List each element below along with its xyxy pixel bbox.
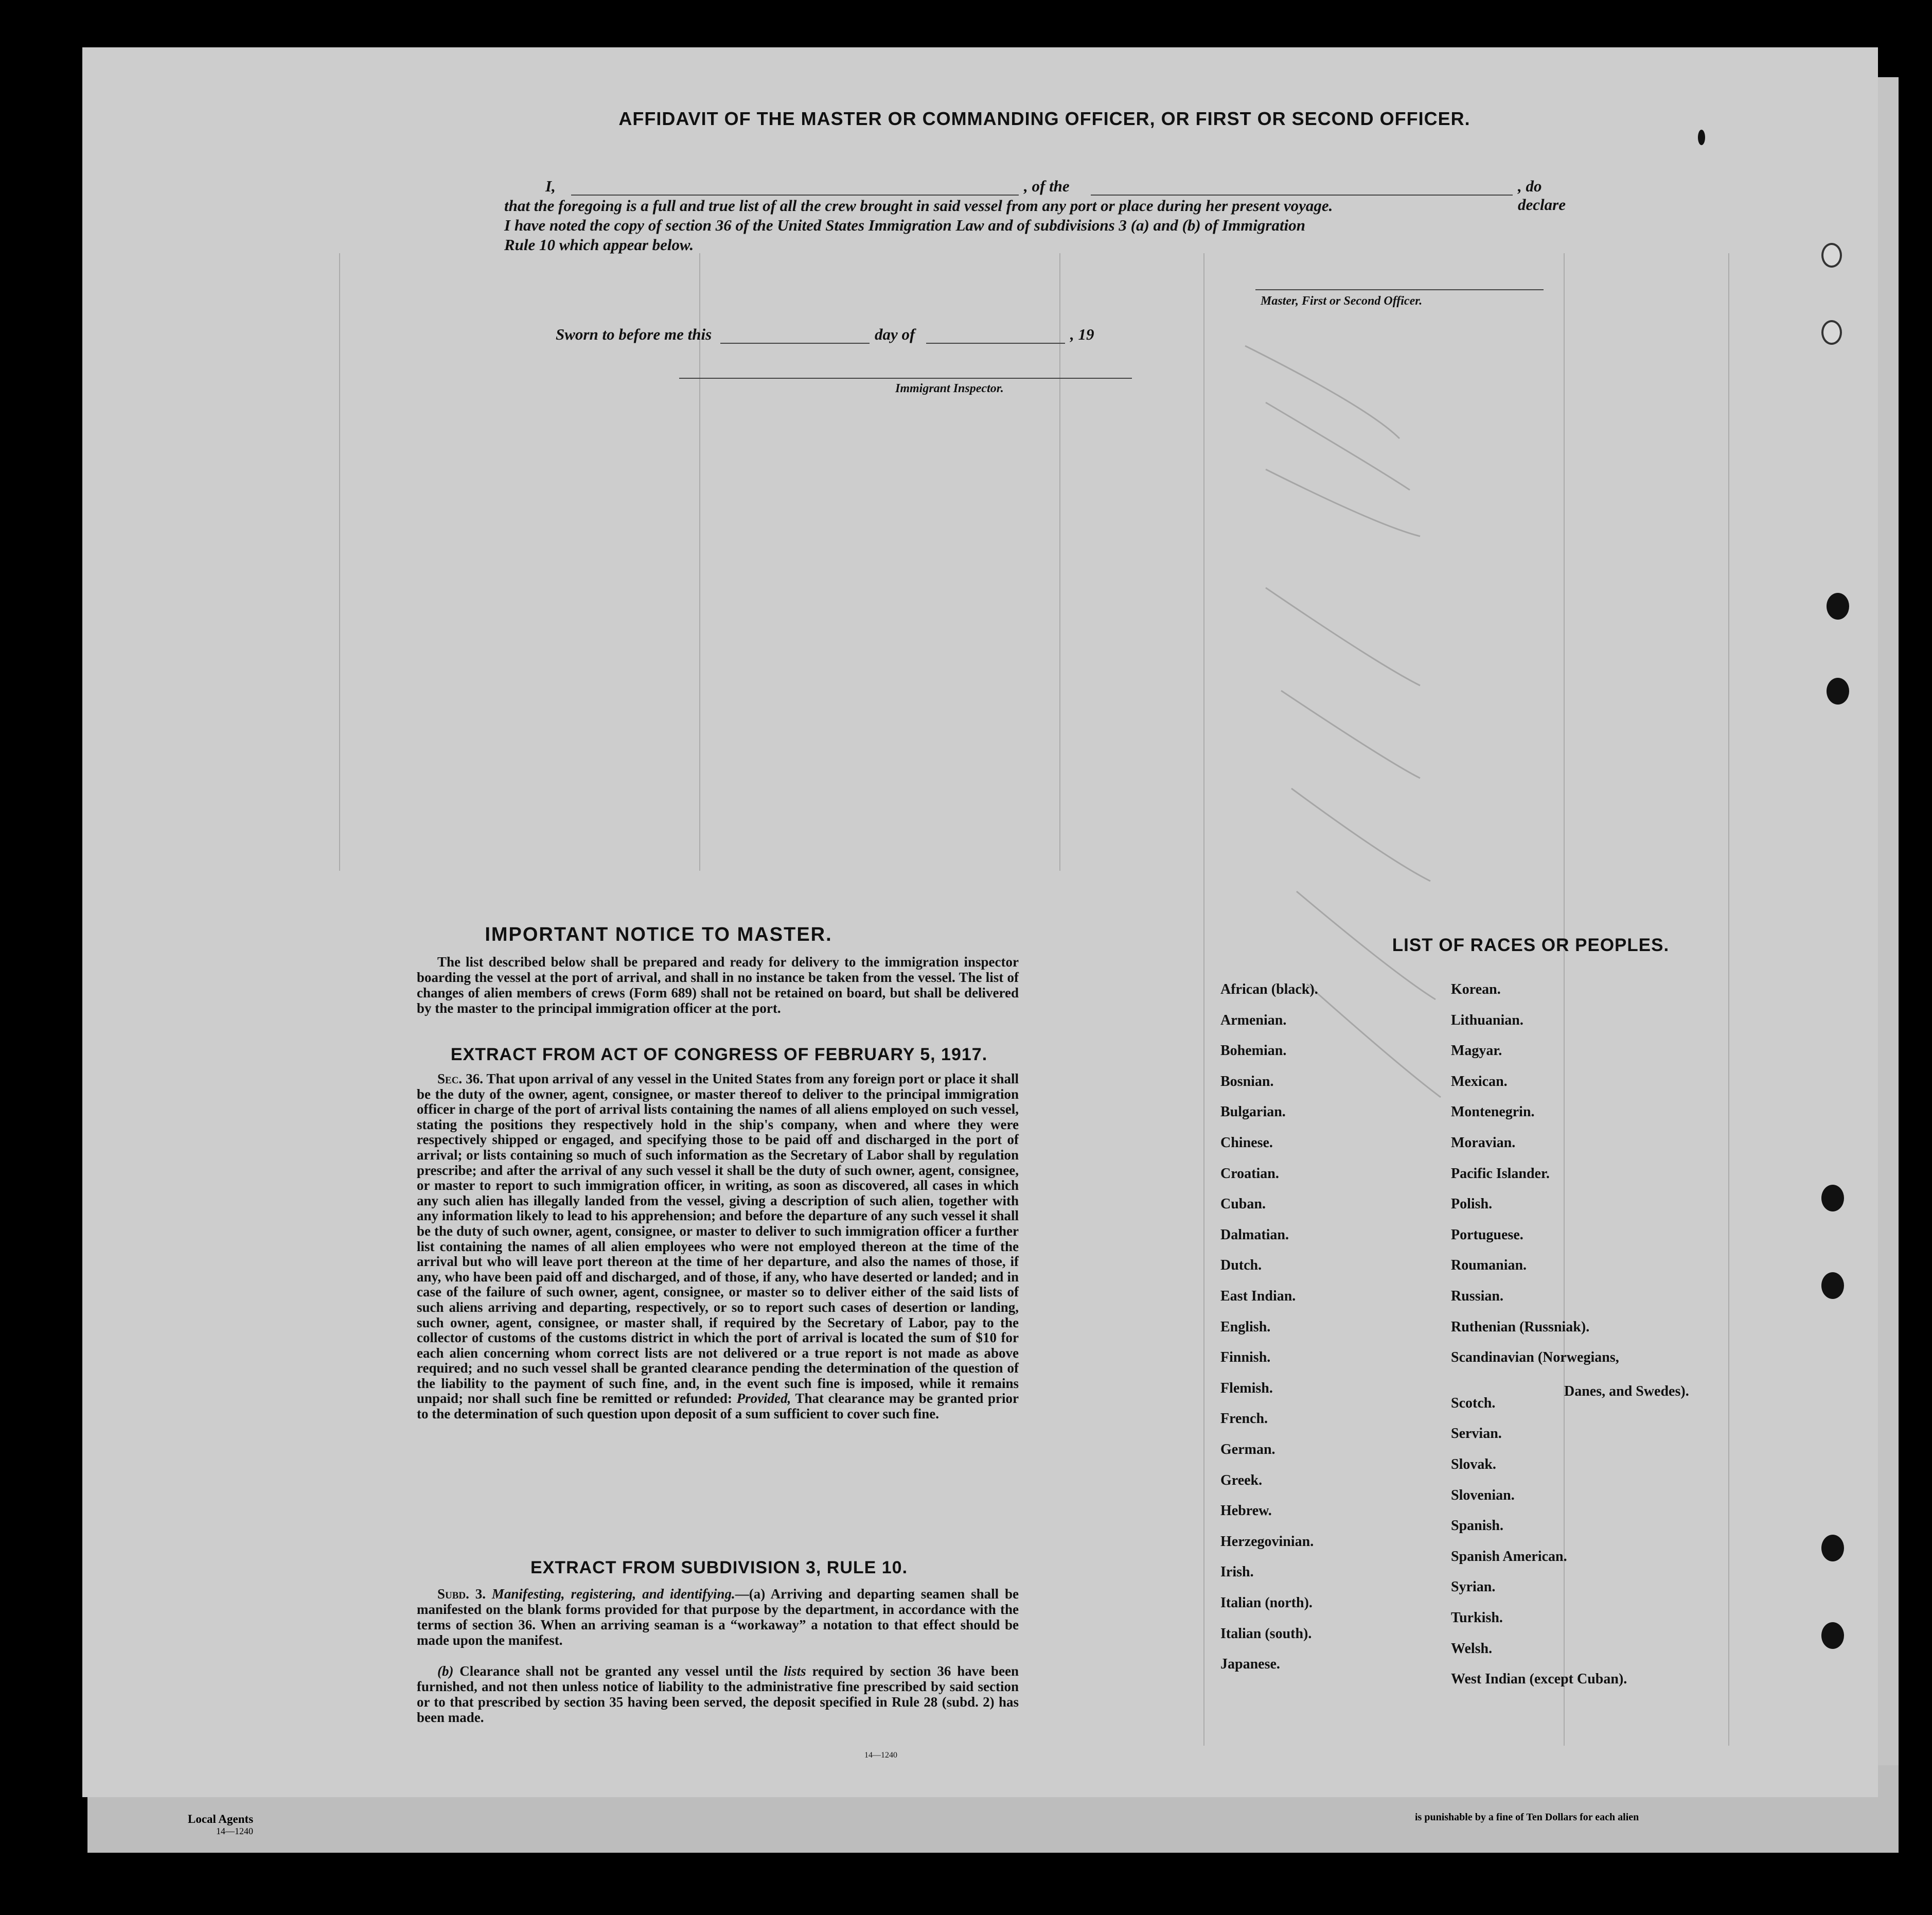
race-item: Mexican. [1451,1073,1508,1090]
race-item: Herzegovinian. [1220,1533,1314,1550]
race-item: French. [1220,1411,1268,1427]
race-item: German. [1220,1442,1275,1457]
race-item: Hebrew. [1220,1503,1272,1519]
year-label: , 19 [1070,325,1094,343]
race-item: Ruthenian (Russniak). [1451,1319,1590,1335]
race-item: Magyar. [1451,1043,1502,1059]
race-item: Polish. [1451,1196,1493,1213]
rule-subd-a [417,1586,1019,1648]
race-item: Pacific Islander. [1451,1165,1550,1182]
race-item: West Indian (except Cuban). [1451,1671,1627,1688]
race-item: Greek. [1220,1472,1263,1488]
sec-body: That upon arrival of any vessel in the United States from any foreign port or place it shall be the duty of the owner, agent, consignee, or master thereof to deliver to the principal immigration officer in charge of the port of arrival lists containing the names of all aliens employed on such vessel, stating the positions they respectively hold in the ship's company, when and where they were respectively shipped or engaged, and specifying those to be paid off and discharged in the port of arrival; or lists containing so much of such information as the Secretary of Labor shall by regulation prescribe; and after the arrival of any such vessel it shall be the duty of such owner, agent, consignee, or master to report to such immigration officer, in writing, as soon as discovered, all cases in which any such alien has illegally landed from the vessel, giving a description of such alien, together with any information likely to lead to his apprehension; and before the departure of any such vessel it shall be the duty of such owner, agent, consignee, or master to deliver to such immigration officer a further list containing the names of all alien employees who were not employed thereon at the time of the arrival but who will leave port thereon at the time of her departure, and also the names of those, if any, who have been paid off and discharged, and of those, if any, who have deserted or landed; and in case of the failure of such owner, agent, consignee, or master so to deliver either of the said lists of such aliens arriving and departing, respectively, or so to report such cases of desertion or landing, such owner, agent, consignee, or master shall, if required by the Secretary of Labor, pay to the collector of customs of the customs district in which the port of arrival is located the sum of $10 for each alien concerning whom correct lists are not delivered or a true report is not made as above required; and no such vessel shall be granted clearance pending the determination of the question of the liability to the payment of such fine, and, in the event such fine is imposed, while it remains unpaid; nor shall such fine be remitted or refunded: [417,1071,1019,1407]
race-item: Finnish. [1220,1349,1271,1366]
affidavit-title: AFFIDAVIT OF THE MASTER OR COMMANDING OFFICER, OR FIRST OR SECOND OFFICER. [618,108,1470,129]
punch-hole [1821,1272,1844,1299]
document-page [82,47,1878,1797]
punch-hole [1821,1622,1844,1649]
races-title: LIST OF RACES OR PEOPLES. [1392,935,1670,955]
form-number: 14—1240 [864,1751,897,1760]
notice-body: The list described below shall be prepared and ready for delivery to the immigration inspector boarding the vessel at the port of arrival, and shall in no instance be taken from the vessel. The list of changes of alien members of crews (Form 689) shall not be retained on board, but shall be delivered by the master to the principal immigration officer at the port. [417,954,1019,1016]
race-item: Turkish. [1451,1610,1503,1626]
affidavit-line-2: that the foregoing is a full and true list of all the crew brought in said vessel from any port or place during her present voyage. [504,197,1333,215]
affidavit-i: I, [545,177,556,195]
race-item: Dalmatian. [1220,1226,1289,1243]
local-agents-label: Local Agents [188,1813,254,1825]
race-item: Moravian. [1451,1135,1516,1151]
subd-b-lists: lists [784,1663,806,1679]
subd-b-label: (b) [437,1663,454,1679]
sec-label: Sec. 36. [437,1071,483,1086]
race-item: Chinese. [1220,1135,1273,1151]
race-item: Irish. [1220,1564,1254,1580]
race-scandinavian-cont: Danes, and Swedes). [1564,1383,1689,1399]
race-item: African (black). [1220,981,1318,997]
race-item: Korean. [1451,981,1501,997]
race-item: Armenian. [1220,1012,1287,1028]
inspector-label: Immigrant Inspector. [895,382,1004,395]
race-item: Scotch. [1451,1395,1496,1411]
subd-b-body-1: Clearance shall not be granted any vessel until the [459,1663,778,1679]
rule-subd-b [417,1663,1019,1725]
act-extract-title: EXTRACT FROM ACT OF CONGRESS OF FEBRUARY 5, 1917. [450,1045,988,1064]
ink-mark [1698,130,1705,145]
subd-label: Subd. 3. [437,1586,486,1602]
affidavit-line-3: I have noted the copy of section 36 of the United States Immigration Law and of subdivisions 3 (a) and (b) of Immigration [504,216,1305,234]
affidavit-declare: , do declare [1518,177,1566,214]
sworn-day-blank [720,343,870,344]
race-item: Slovenian. [1451,1487,1515,1503]
inspector-signature-line [679,378,1132,379]
race-item: Roumanian. [1451,1257,1527,1274]
race-item: Lithuanian. [1451,1012,1523,1028]
race-item: Italian (north). [1220,1595,1313,1611]
race-item: Bosnian. [1220,1073,1274,1090]
sec-body-end: That clearance may be granted prior to the determination of such question upon deposit of a sum sufficient to cover such fine. [417,1391,1019,1422]
race-item: East Indian. [1220,1288,1296,1304]
act-extract-body [417,1071,1019,1422]
bleed-through-manifest-grid [82,47,1878,1797]
punch-hole [1827,593,1849,620]
fine-note: is punishable by a fine of Ten Dollars for each alien [1415,1812,1639,1823]
subd-a-body: Arriving and departing seamen shall be manifested on the blank forms provided for that purpose by the department, in accordance with the terms of section 36. When an arriving seaman is a “workaway” a notation to that effect should be made upon the manifest. [417,1586,1019,1648]
master-signature-label: Master, First or Second Officer. [1261,294,1423,308]
race-item: Portuguese. [1451,1226,1523,1243]
race-item: Slovak. [1451,1456,1496,1472]
subd-b-body-2: required by section 36 have been furnished, and not then unless notice of liability to the administrative fine prescribed by said section or to that prescribed by section 35 having been served, the deposit specified in Rule 28 (subd. 2) has been made. [417,1663,1019,1725]
punch-hole [1821,243,1842,268]
race-item: Cuban. [1220,1196,1266,1213]
notice-title: IMPORTANT NOTICE TO MASTER. [485,924,832,945]
race-item: Italian (south). [1220,1625,1312,1642]
race-item: Japanese. [1220,1656,1280,1673]
affidavit-of-the: , of the [1024,177,1070,195]
race-item: Dutch. [1220,1257,1262,1274]
punch-hole [1827,678,1849,705]
name-blank [571,195,1019,196]
subd-head: Manifesting, registering, and identifying. [491,1586,735,1602]
vessel-blank [1091,195,1513,196]
punch-hole [1821,1185,1844,1211]
race-item: Servian. [1451,1426,1502,1442]
punch-hole [1821,320,1842,345]
race-item: Welsh. [1451,1640,1493,1657]
race-item: Croatian. [1220,1165,1279,1182]
race-item: Montenegrin. [1451,1104,1535,1120]
race-item: English. [1220,1319,1271,1335]
race-item: Spanish. [1451,1518,1503,1534]
race-item: Flemish. [1220,1380,1273,1396]
race-item: Scandinavian (Norwegians, [1451,1349,1619,1366]
rule-extract-title: EXTRACT FROM SUBDIVISION 3, RULE 10. [530,1558,908,1577]
race-item: Bohemian. [1220,1043,1287,1059]
bottom-form-number: 14—1240 [216,1826,253,1836]
master-signature-line [1255,289,1544,290]
punch-hole [1821,1535,1844,1561]
sworn-label: Sworn to before me this [556,325,712,343]
race-item: Russian. [1451,1288,1503,1304]
race-item: Syrian. [1451,1579,1496,1595]
subd-a-label: —(a) [735,1586,766,1602]
race-item: Bulgarian. [1220,1104,1286,1120]
day-of-label: day of [875,325,915,343]
sworn-month-blank [926,343,1065,344]
provided-label: Provided, [736,1391,791,1407]
race-item: Spanish American. [1451,1548,1567,1565]
affidavit-line-4: Rule 10 which appear below. [504,236,694,254]
